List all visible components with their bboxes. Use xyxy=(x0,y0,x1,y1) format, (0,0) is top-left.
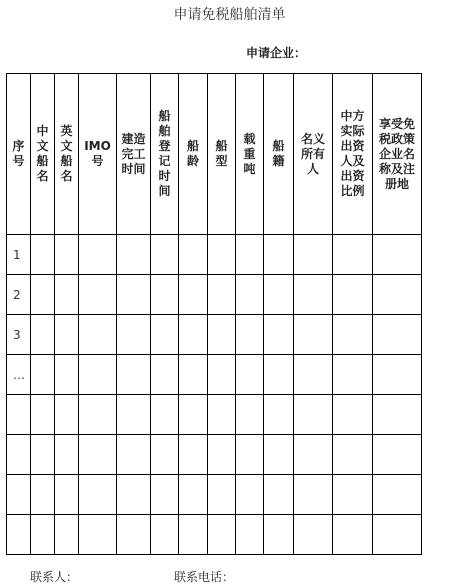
header-cell xyxy=(117,74,151,235)
header-cell xyxy=(55,74,79,235)
table-cell xyxy=(117,515,151,555)
table-row xyxy=(7,275,422,315)
table-cell xyxy=(264,435,294,475)
table-cell xyxy=(294,315,333,355)
table-cell xyxy=(79,435,117,475)
table-cell xyxy=(117,315,151,355)
table-cell xyxy=(236,475,264,515)
table-cell xyxy=(151,355,179,395)
applicant-label: 申请企业： xyxy=(246,46,307,60)
header-cell xyxy=(294,74,333,235)
table-cell xyxy=(333,395,373,435)
table-cell xyxy=(373,475,422,515)
header-label: 船舶登记时间 xyxy=(158,109,171,198)
table-cell xyxy=(208,395,236,435)
table-cell xyxy=(333,435,373,475)
table-cell xyxy=(117,235,151,275)
header-label: 建造完工时间 xyxy=(121,131,146,176)
table-cell xyxy=(55,355,79,395)
table-cell xyxy=(31,515,55,555)
header-label: IMO号 xyxy=(84,139,111,168)
header-row xyxy=(7,74,422,235)
contact-label: 联系人： xyxy=(30,570,79,584)
table-cell xyxy=(79,355,117,395)
table-cell xyxy=(151,275,179,315)
table-cell xyxy=(79,315,117,355)
header-cell xyxy=(31,74,55,235)
row-number-cell xyxy=(7,515,31,555)
header-label: 中文船名 xyxy=(36,124,49,183)
table-row xyxy=(7,355,422,395)
table-cell xyxy=(151,475,179,515)
table-cell xyxy=(31,435,55,475)
table-cell xyxy=(264,515,294,555)
row-number-cell: … xyxy=(7,355,31,395)
row-number-cell: 1 xyxy=(7,235,31,275)
table-cell xyxy=(264,315,294,355)
row-number-cell xyxy=(7,435,31,475)
header-cell xyxy=(208,74,236,235)
row-number-cell xyxy=(7,395,31,435)
table-cell xyxy=(117,355,151,395)
table-row xyxy=(7,395,422,435)
table-cell xyxy=(294,395,333,435)
header-cell xyxy=(333,74,373,235)
table-cell xyxy=(117,475,151,515)
table-cell xyxy=(179,315,208,355)
ship-list-table xyxy=(6,73,422,555)
table-cell xyxy=(55,235,79,275)
header-cell xyxy=(373,74,422,235)
table-cell xyxy=(79,475,117,515)
header-cell xyxy=(264,74,294,235)
phone-label: 联系电话： xyxy=(174,570,235,584)
row-number-cell: 3 xyxy=(7,315,31,355)
table-cell xyxy=(31,275,55,315)
table-cell xyxy=(373,355,422,395)
table-cell xyxy=(333,235,373,275)
table-cell xyxy=(179,475,208,515)
table-cell xyxy=(179,355,208,395)
table-cell xyxy=(55,435,79,475)
table-cell xyxy=(333,315,373,355)
table-cell xyxy=(208,275,236,315)
table-cell xyxy=(179,395,208,435)
table-cell xyxy=(31,315,55,355)
table-row xyxy=(7,435,422,475)
table-cell xyxy=(117,275,151,315)
table-cell xyxy=(236,515,264,555)
row-number-cell: 2 xyxy=(7,275,31,315)
header-label: 英文船名 xyxy=(60,124,73,183)
table-cell xyxy=(373,315,422,355)
table-cell xyxy=(179,275,208,315)
table-cell xyxy=(117,435,151,475)
table-cell xyxy=(208,475,236,515)
table-cell xyxy=(55,475,79,515)
document-title: 申请免税船舶清单 xyxy=(173,7,286,23)
table-cell xyxy=(373,235,422,275)
table-cell xyxy=(79,235,117,275)
table-cell xyxy=(79,395,117,435)
header-label: 船龄 xyxy=(186,139,199,168)
table-cell xyxy=(208,355,236,395)
header-cell xyxy=(151,74,179,235)
table-cell xyxy=(151,395,179,435)
table-row xyxy=(7,315,422,355)
table-cell xyxy=(31,395,55,435)
table-cell xyxy=(151,515,179,555)
table-cell xyxy=(294,355,333,395)
row-number-cell xyxy=(7,475,31,515)
table-cell xyxy=(294,475,333,515)
table-cell xyxy=(294,515,333,555)
table-cell xyxy=(373,275,422,315)
table-cell xyxy=(264,355,294,395)
table-cell xyxy=(55,515,79,555)
table-body xyxy=(7,235,422,555)
header-cell xyxy=(236,74,264,235)
table-cell xyxy=(208,315,236,355)
table-cell xyxy=(373,395,422,435)
table-row xyxy=(7,235,422,275)
table-cell xyxy=(208,235,236,275)
table-cell xyxy=(236,395,264,435)
header-cell xyxy=(79,74,117,235)
table-cell xyxy=(31,235,55,275)
table-cell xyxy=(31,355,55,395)
header-label: 船籍 xyxy=(272,139,285,168)
table-row xyxy=(7,515,422,555)
table-cell xyxy=(55,275,79,315)
table-cell xyxy=(333,355,373,395)
table-cell xyxy=(151,235,179,275)
table-cell xyxy=(151,435,179,475)
table-cell xyxy=(294,275,333,315)
table-cell xyxy=(294,435,333,475)
header-label: 享受免税政策企业名称及注册地 xyxy=(378,116,415,191)
table-cell xyxy=(179,235,208,275)
table-cell xyxy=(31,475,55,515)
table-cell xyxy=(333,475,373,515)
table-cell xyxy=(264,395,294,435)
table-cell xyxy=(179,515,208,555)
table-cell xyxy=(236,435,264,475)
table-cell xyxy=(208,515,236,555)
table-cell xyxy=(151,315,179,355)
header-label: 名义所有人 xyxy=(300,131,325,176)
table-row xyxy=(7,475,422,515)
table-cell xyxy=(79,515,117,555)
header-label: 载重吨 xyxy=(243,131,256,176)
table-cell xyxy=(264,235,294,275)
table-cell xyxy=(333,515,373,555)
table-cell xyxy=(236,235,264,275)
table-cell xyxy=(55,315,79,355)
table-cell xyxy=(179,435,208,475)
table-cell xyxy=(236,275,264,315)
table-cell xyxy=(333,275,373,315)
header-label: 中方实际出资人及出资比例 xyxy=(340,109,365,198)
table-cell xyxy=(236,315,264,355)
table-cell xyxy=(55,395,79,435)
table-cell xyxy=(79,275,117,315)
header-cell xyxy=(7,74,31,235)
table-cell xyxy=(236,355,264,395)
header-cell xyxy=(179,74,208,235)
table-cell xyxy=(208,435,236,475)
header-label: 船型 xyxy=(215,139,228,168)
table-cell xyxy=(373,515,422,555)
table-cell xyxy=(264,475,294,515)
table-cell xyxy=(373,435,422,475)
table-cell xyxy=(264,275,294,315)
table-cell xyxy=(117,395,151,435)
table-cell xyxy=(294,235,333,275)
header-label: 序号 xyxy=(12,139,25,168)
